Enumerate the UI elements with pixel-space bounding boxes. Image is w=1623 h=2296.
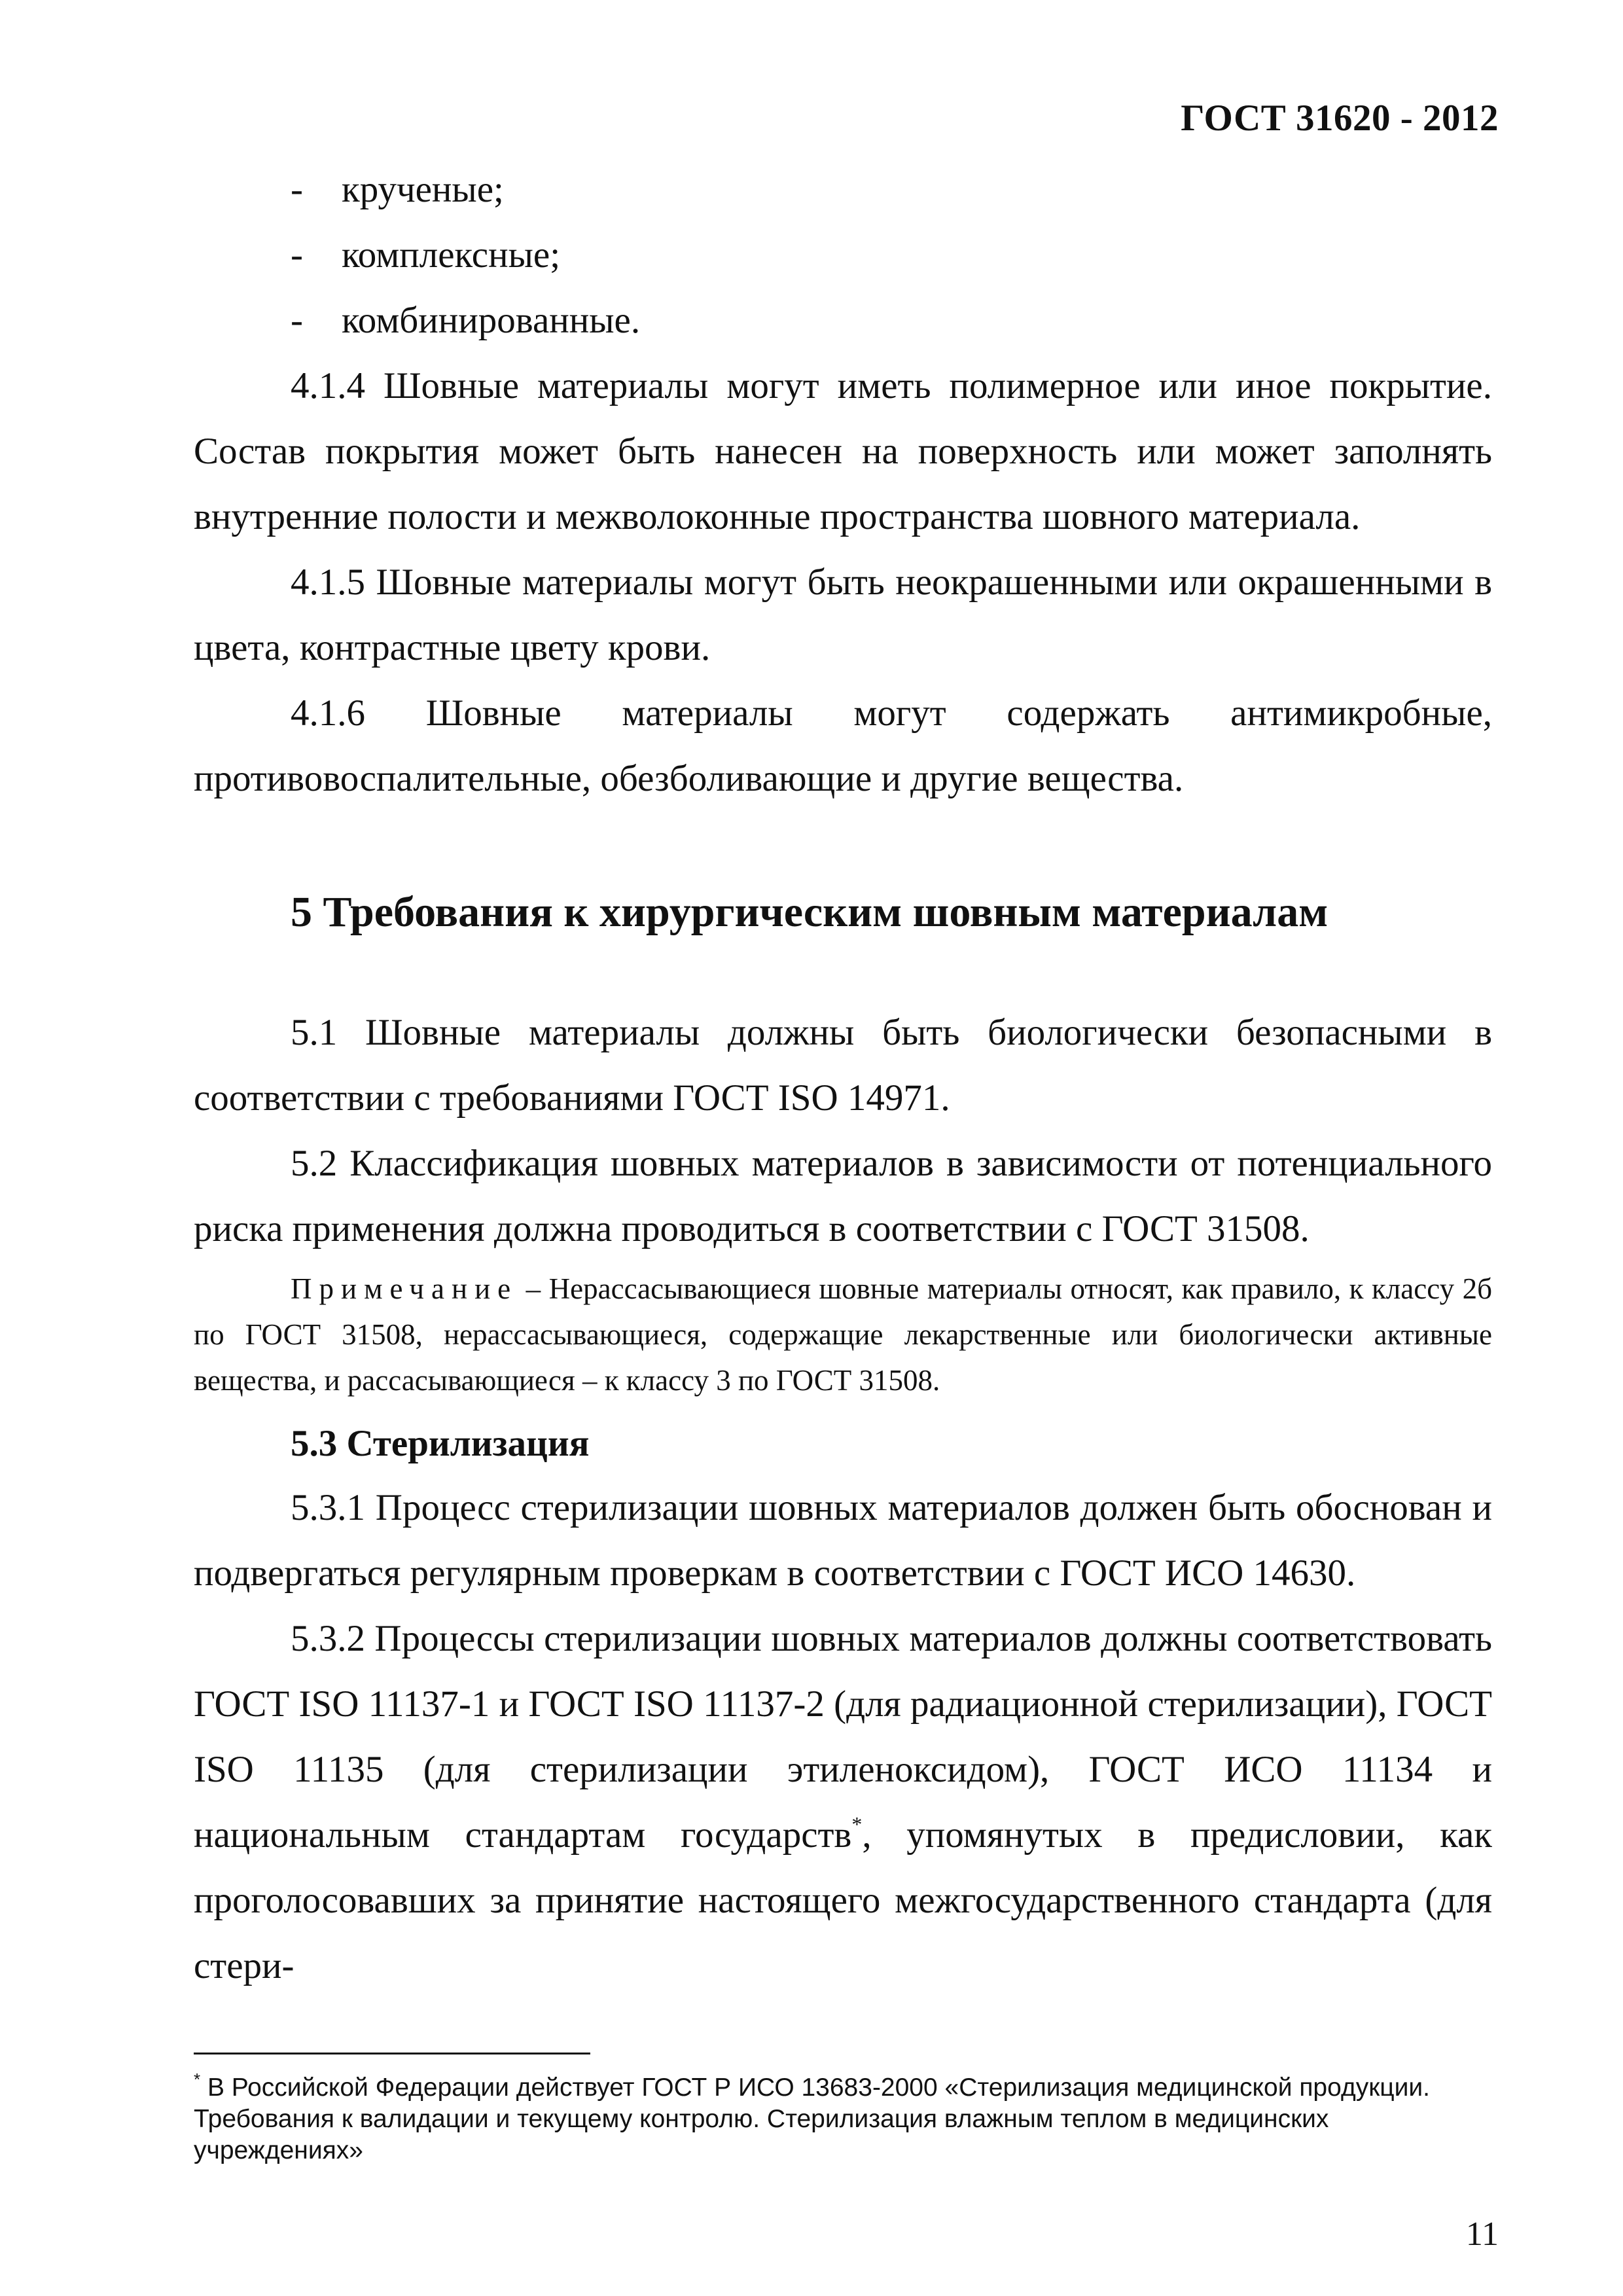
footnote-text: В Российской Федерации действует ГОСТ Р ИСО 13683-2000 «Стерилизация медицинской продукции. Требования к валидации и текущему контролю. Стерилизация влажным теплом в медицинских учреждениях» (194, 2073, 1431, 2164)
subsection-5-3-title: 5.3 Стерилизация (291, 1423, 590, 1464)
paragraph-5-3-2 (194, 1606, 1492, 1999)
list-item (194, 157, 1492, 223)
note-text: – Нерассасывающиеся шовные материалы относят, как правило, к классу 2б по ГОСТ 31508, нерассасывающиеся, содержащие лекарственные или биологически активные вещества, и рассасывающиеся – к классу 3 по ГОСТ 31508. (194, 1272, 1492, 1397)
footnote (194, 2072, 1496, 2166)
paragraph-5-2: 5.2 Классификация шовных материалов в зависимости от потенциального риска применения должна проводиться в соответствии с ГОСТ 31508. (194, 1143, 1492, 1249)
list-item-text: крученые; (342, 169, 504, 210)
section-5-title: 5 Требования к хирургическим шовным материалам (291, 888, 1329, 936)
list-dash: - (291, 169, 303, 210)
paragraph-4-1-6: 4.1.6 Шовные материалы могут содержать антимикробные, противовоспалительные, обезболивающие и другие вещества. (194, 692, 1492, 799)
note-label: Примечание (291, 1272, 518, 1305)
list-dash: - (291, 234, 303, 276)
paragraph-4-1-5: 4.1.5 Шовные материалы могут быть неокрашенными или окрашенными в цвета, контрастные цвету крови. (194, 562, 1492, 668)
list-item (194, 223, 1492, 288)
list-item (194, 288, 1492, 353)
page-number: 11 (1465, 2215, 1499, 2253)
document-header: ГОСТ 31620 - 2012 (1181, 98, 1499, 139)
note (194, 1266, 1492, 1403)
footnote-reference: * (851, 1812, 863, 1836)
list-item-text: комбинированные. (342, 300, 641, 341)
paragraph-4-1-4: 4.1.4 Шовные материалы могут иметь полимерное или иное покрытие. Состав покрытия может быть нанесен на поверхность или может заполнять внутренние полости и межволоконные пространства шовного материала. (194, 365, 1492, 537)
paragraph-5-3-2-continued: , упомянутых в предисловии, как проголосовавших за принятие настоящего межгосударственного стандарта (для стери- (194, 1814, 1493, 1986)
list-dash: - (291, 300, 303, 341)
paragraph-5-3-2-text: 5.3.2 Процессы стерилизации шовных материалов должны соответствовать ГОСТ ISO 11137-1 и ГОСТ ISO 11137-2 (для радиационной стерилизации), ГОСТ ISO 11135 (для стерилизации этиленоксидом), ГОСТ ИСО 11134 и национальным стандартам государств (194, 1618, 1492, 1856)
footnote-separator (194, 2053, 590, 2054)
body-text (194, 157, 1492, 1999)
list-item-text: комплексные; (342, 234, 561, 276)
paragraph-5-3-1: 5.3.1 Процесс стерилизации шовных материалов должен быть обоснован и подвергаться регулярным проверкам в соответствии с ГОСТ ИСО 14630. (194, 1487, 1492, 1594)
footnote-marker: * (194, 2070, 201, 2089)
paragraph-5-1: 5.1 Шовные материалы должны быть биологически безопасными в соответствии с требованиями ГОСТ ISO 14971. (194, 1012, 1492, 1119)
